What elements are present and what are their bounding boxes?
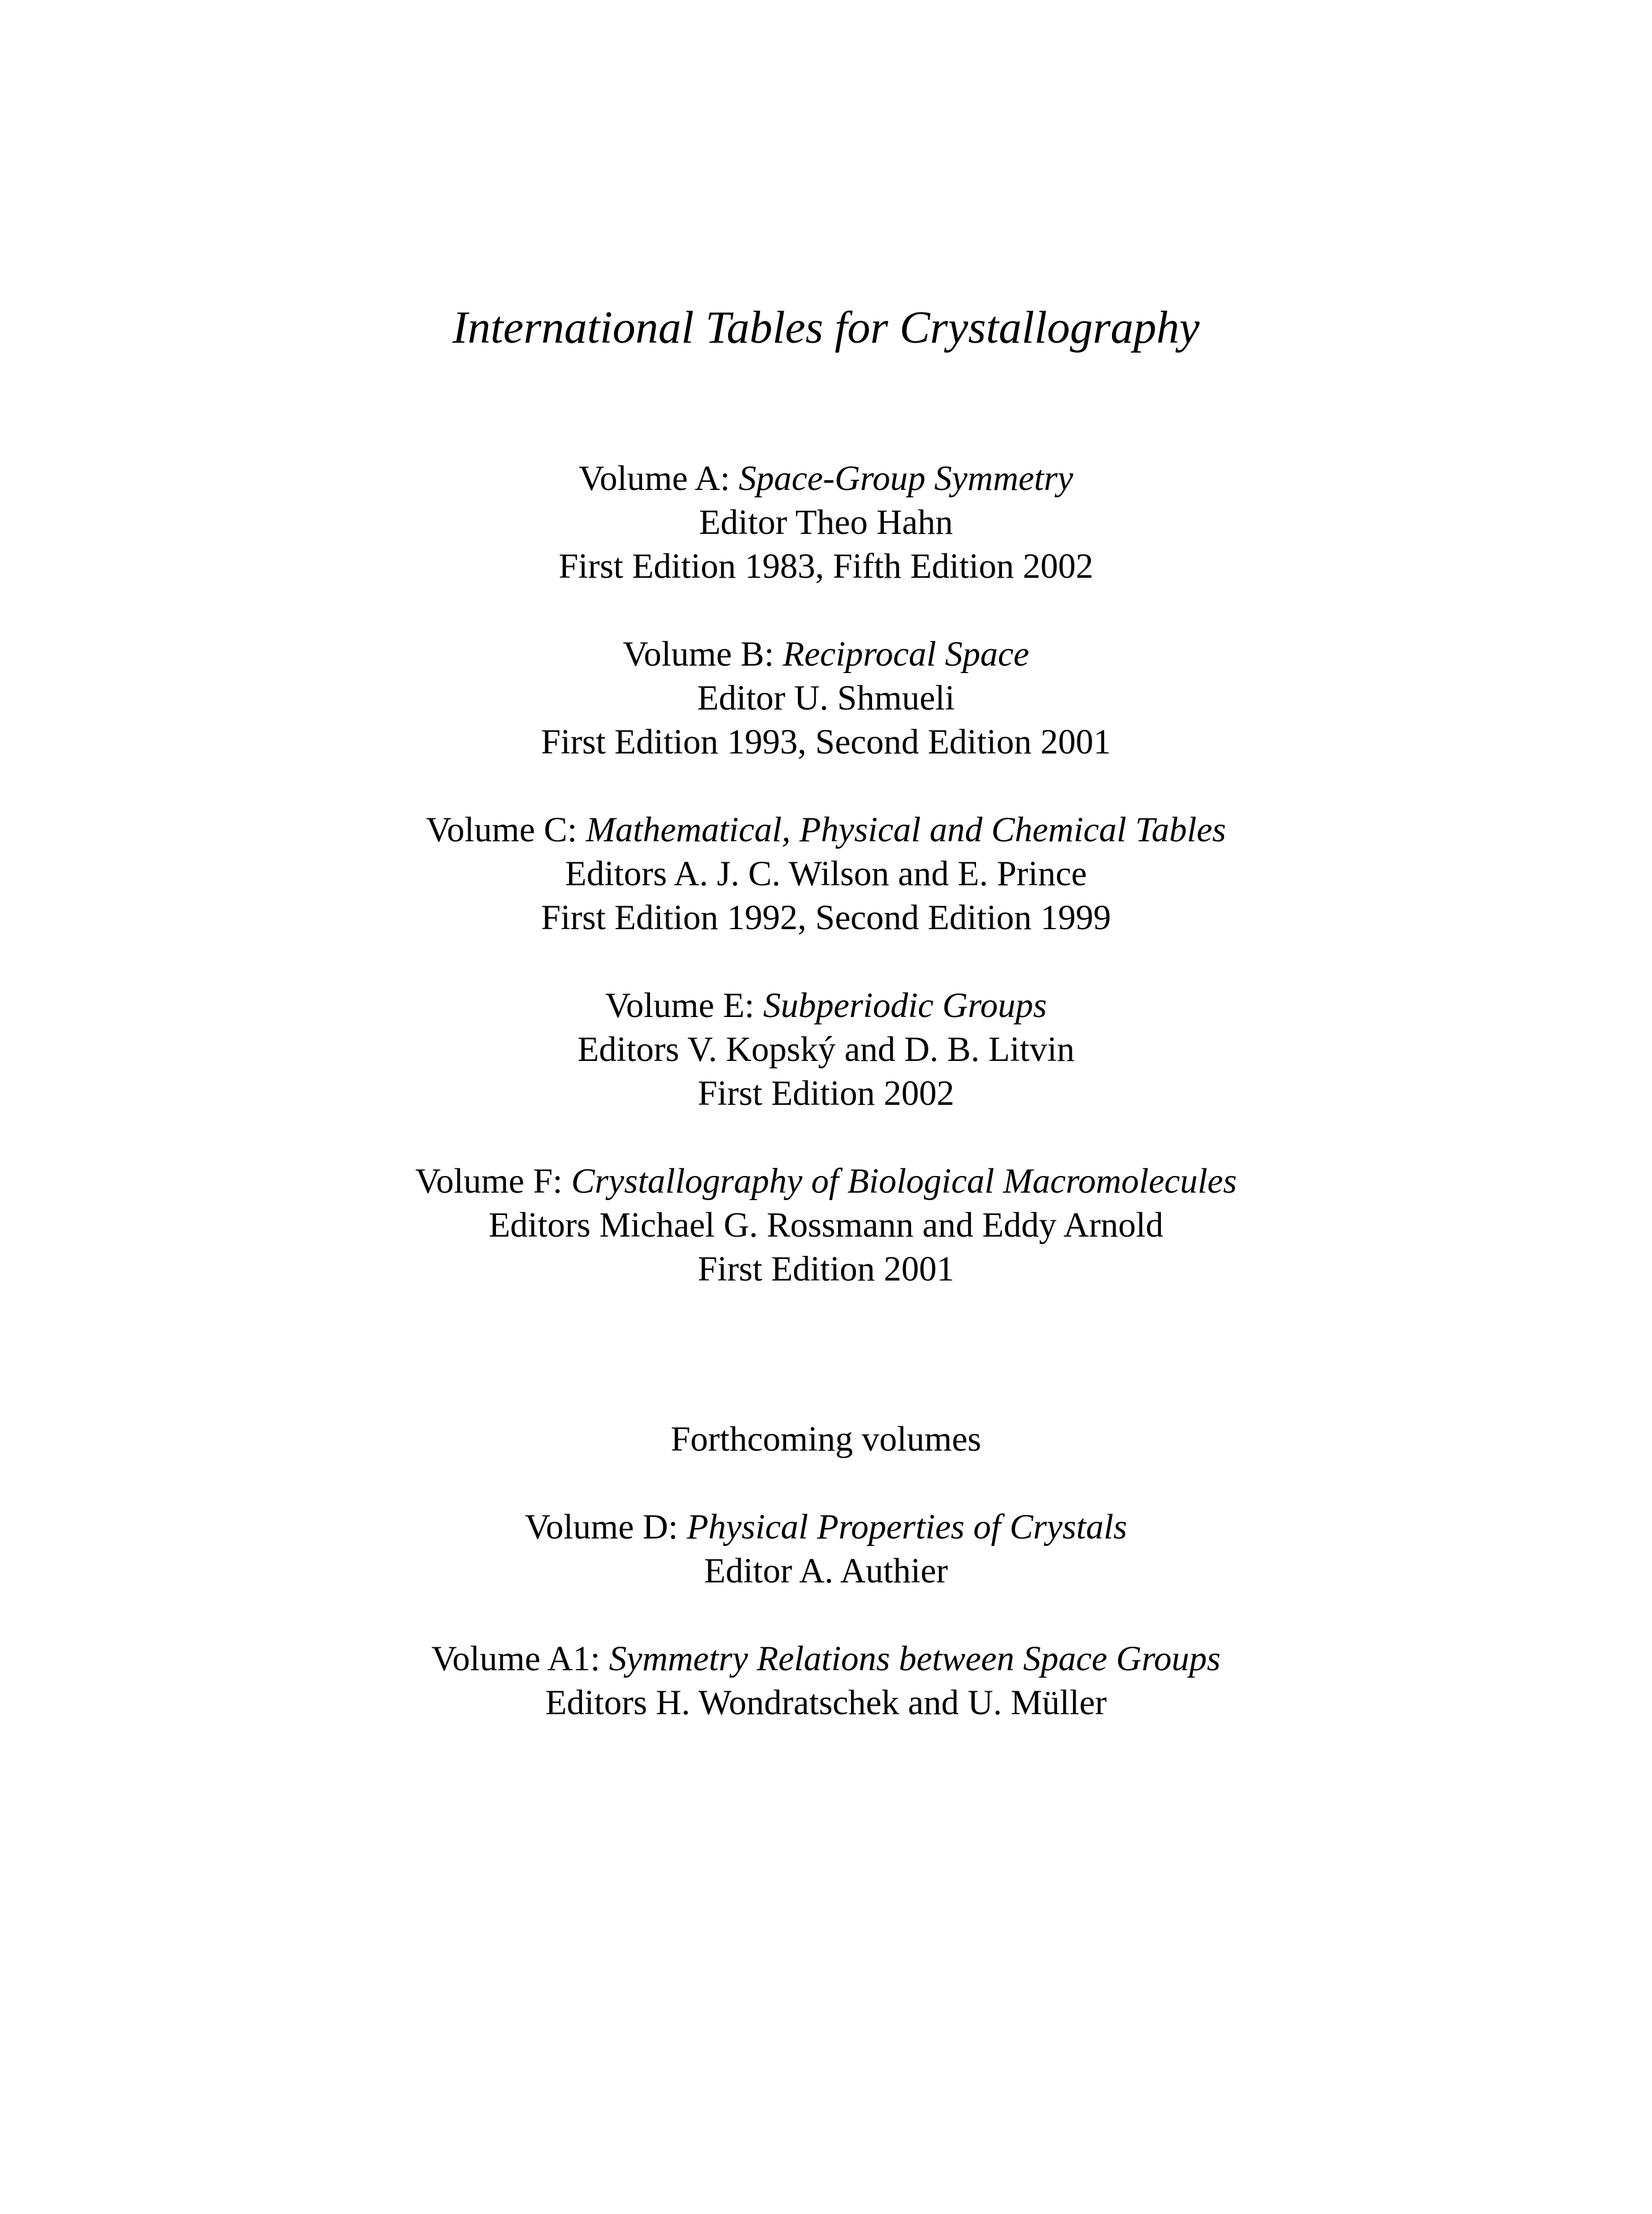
volume-entry	[0, 1159, 1652, 1291]
series-title: International Tables for Crystallography	[452, 302, 1200, 353]
volume-editors: Editors V. Kopský and D. B. Litvin	[577, 1030, 1075, 1069]
volume-editions: First Edition 1992, Second Edition 1999	[541, 898, 1111, 937]
forthcoming-volume-entry	[0, 1637, 1652, 1725]
volume-label: Volume C:	[426, 810, 578, 849]
volume-heading	[0, 1505, 1652, 1549]
volume-editors: Editors Michael G. Rossmann and Eddy Arnold	[489, 1206, 1163, 1245]
volume-editors: Editors H. Wondratschek and U. Müller	[545, 1683, 1107, 1722]
volume-heading	[0, 1637, 1652, 1681]
volume-entry	[0, 632, 1652, 764]
volume-entry	[0, 457, 1652, 588]
volume-editions: First Edition 1983, Fifth Edition 2002	[559, 547, 1093, 586]
volume-editions: First Edition 2002	[698, 1074, 954, 1113]
volume-label: Volume F:	[415, 1162, 563, 1201]
volume-subject: Physical Properties of Crystals	[687, 1508, 1128, 1547]
forthcoming-heading: Forthcoming volumes	[670, 1420, 982, 1459]
volume-heading	[0, 808, 1652, 852]
volume-heading	[0, 457, 1652, 500]
volume-heading	[0, 984, 1652, 1028]
volume-subject: Space-Group Symmetry	[738, 459, 1074, 498]
volume-editors: Editor A. Authier	[704, 1551, 948, 1590]
volume-editors: Editor U. Shmueli	[697, 679, 955, 718]
volume-entry	[0, 984, 1652, 1115]
forthcoming-volume-entry	[0, 1505, 1652, 1593]
volume-editions: First Edition 1993, Second Edition 2001	[541, 723, 1111, 762]
volume-subject: Mathematical, Physical and Chemical Tables	[586, 810, 1226, 849]
volume-label: Volume A:	[578, 459, 730, 498]
volume-subject: Reciprocal Space	[782, 635, 1029, 674]
volume-label: Volume D:	[524, 1508, 678, 1547]
volume-editors: Editors A. J. C. Wilson and E. Prince	[565, 854, 1087, 893]
volume-editions: First Edition 2001	[698, 1250, 954, 1289]
volume-label: Volume A1:	[431, 1639, 601, 1678]
volume-entry	[0, 808, 1652, 940]
volume-label: Volume B:	[623, 635, 774, 674]
volume-label: Volume E:	[605, 986, 755, 1025]
volume-subject: Subperiodic Groups	[763, 986, 1047, 1025]
volume-subject: Crystallography of Biological Macromolecules	[571, 1162, 1237, 1201]
volume-heading	[0, 632, 1652, 676]
volume-editors: Editor Theo Hahn	[699, 503, 953, 542]
volume-subject: Symmetry Relations between Space Groups	[609, 1639, 1221, 1678]
volume-heading	[0, 1159, 1652, 1203]
